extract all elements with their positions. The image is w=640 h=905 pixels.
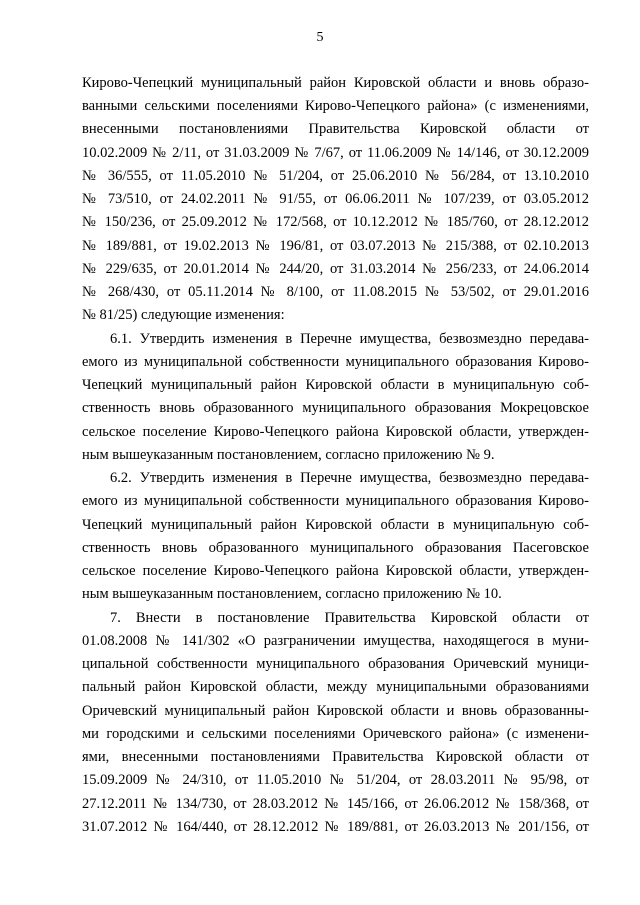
text-line: Кирово-Чепецкий муниципальный район Кировской области и вновь образо- [82,75,589,91]
paragraph-first-line: 6.2. Утвердить изменения в Перечне имущества, безвозмездно передава- [110,470,589,486]
text-line: ственность вновь образованного муниципального образования Мокрецовское [82,400,589,416]
text-line: пальный район Кировской области, между муниципальными образованиями [82,679,589,695]
text-line: № 36/555, от 11.05.2010 № 51/204, от 25.06.2010 № 56/284, от 13.10.2010 [82,168,589,184]
text-line: емого из муниципальной собственности муниципального образования Кирово- [82,354,589,370]
text-line: ципальной собственности муниципального образования Оричевский муници- [82,656,589,672]
text-line: № 229/635, от 20.01.2014 № 244/20, от 31.03.2014 № 256/233, от 24.06.2014 [82,261,589,277]
text-line: сельское поселение Кирово-Чепецкого района Кировской области, утвержден- [82,563,589,579]
text-line: Чепецкий муниципальный район Кировской области в муниципальную соб- [82,517,589,533]
text-line: 01.08.2008 № 141/302 «О разграничении имущества, находящегося в муни- [82,633,589,649]
text-line: ми городскими и сельскими поселениями Оричевского района» (с изменени- [82,726,589,742]
text-line: ями, внесенными постановлениями Правительства Кировской области от [82,749,589,765]
text-line: Оричевский муниципальный район Кировской области и вновь образованны- [82,703,589,719]
text-line: № 150/236, от 25.09.2012 № 172/568, от 10.12.2012 № 185/760, от 28.12.2012 [82,214,589,230]
text-line: 15.09.2009 № 24/310, от 11.05.2010 № 51/204, от 28.03.2011 № 95/98, от [82,772,589,788]
text-line: ным вышеуказанным постановлением, согласно приложению № 9. [82,447,495,463]
text-line: № 73/510, от 24.02.2011 № 91/55, от 06.06.2011 № 107/239, от 03.05.2012 [82,191,589,207]
text-line: ственность вновь образованного муниципального образования Пасеговское [82,540,589,556]
text-line: № 81/25) следующие изменения: [82,307,285,323]
paragraph-first-line: 7. Внести в постановление Правительства Кировской области от [110,610,589,626]
text-line: № 189/881, от 19.02.2013 № 196/81, от 03.07.2013 № 215/388, от 02.10.2013 [82,238,589,254]
text-line: ванными сельскими поселениями Кирово-Чепецкого района» (с изменениями, [82,98,589,114]
text-line: 31.07.2012 № 164/440, от 28.12.2012 № 189/881, от 26.03.2013 № 201/156, от [82,819,589,835]
text-line: ным вышеуказанным постановлением, согласно приложению № 10. [82,586,502,602]
paragraph-first-line: 6.1. Утвердить изменения в Перечне имущества, безвозмездно передава- [110,331,589,347]
text-line: внесенными постановлениями Правительства Кировской области от [82,121,589,137]
text-line: 10.02.2009 № 2/11, от 31.03.2009 № 7/67, от 11.06.2009 № 14/146, от 30.12.2009 [82,145,589,161]
text-line: Чепецкий муниципальный район Кировской области в муниципальную соб- [82,377,589,393]
page-number: 5 [316,30,324,45]
text-line: емого из муниципальной собственности муниципального образования Кирово- [82,493,589,509]
text-line: № 268/430, от 05.11.2014 № 8/100, от 11.08.2015 № 53/502, от 29.01.2016 [82,284,589,300]
text-line: сельское поселение Кирово-Чепецкого района Кировской области, утвержден- [82,424,589,440]
text-line: 27.12.2011 № 134/730, от 28.03.2012 № 145/166, от 26.06.2012 № 158/368, от [82,796,589,812]
